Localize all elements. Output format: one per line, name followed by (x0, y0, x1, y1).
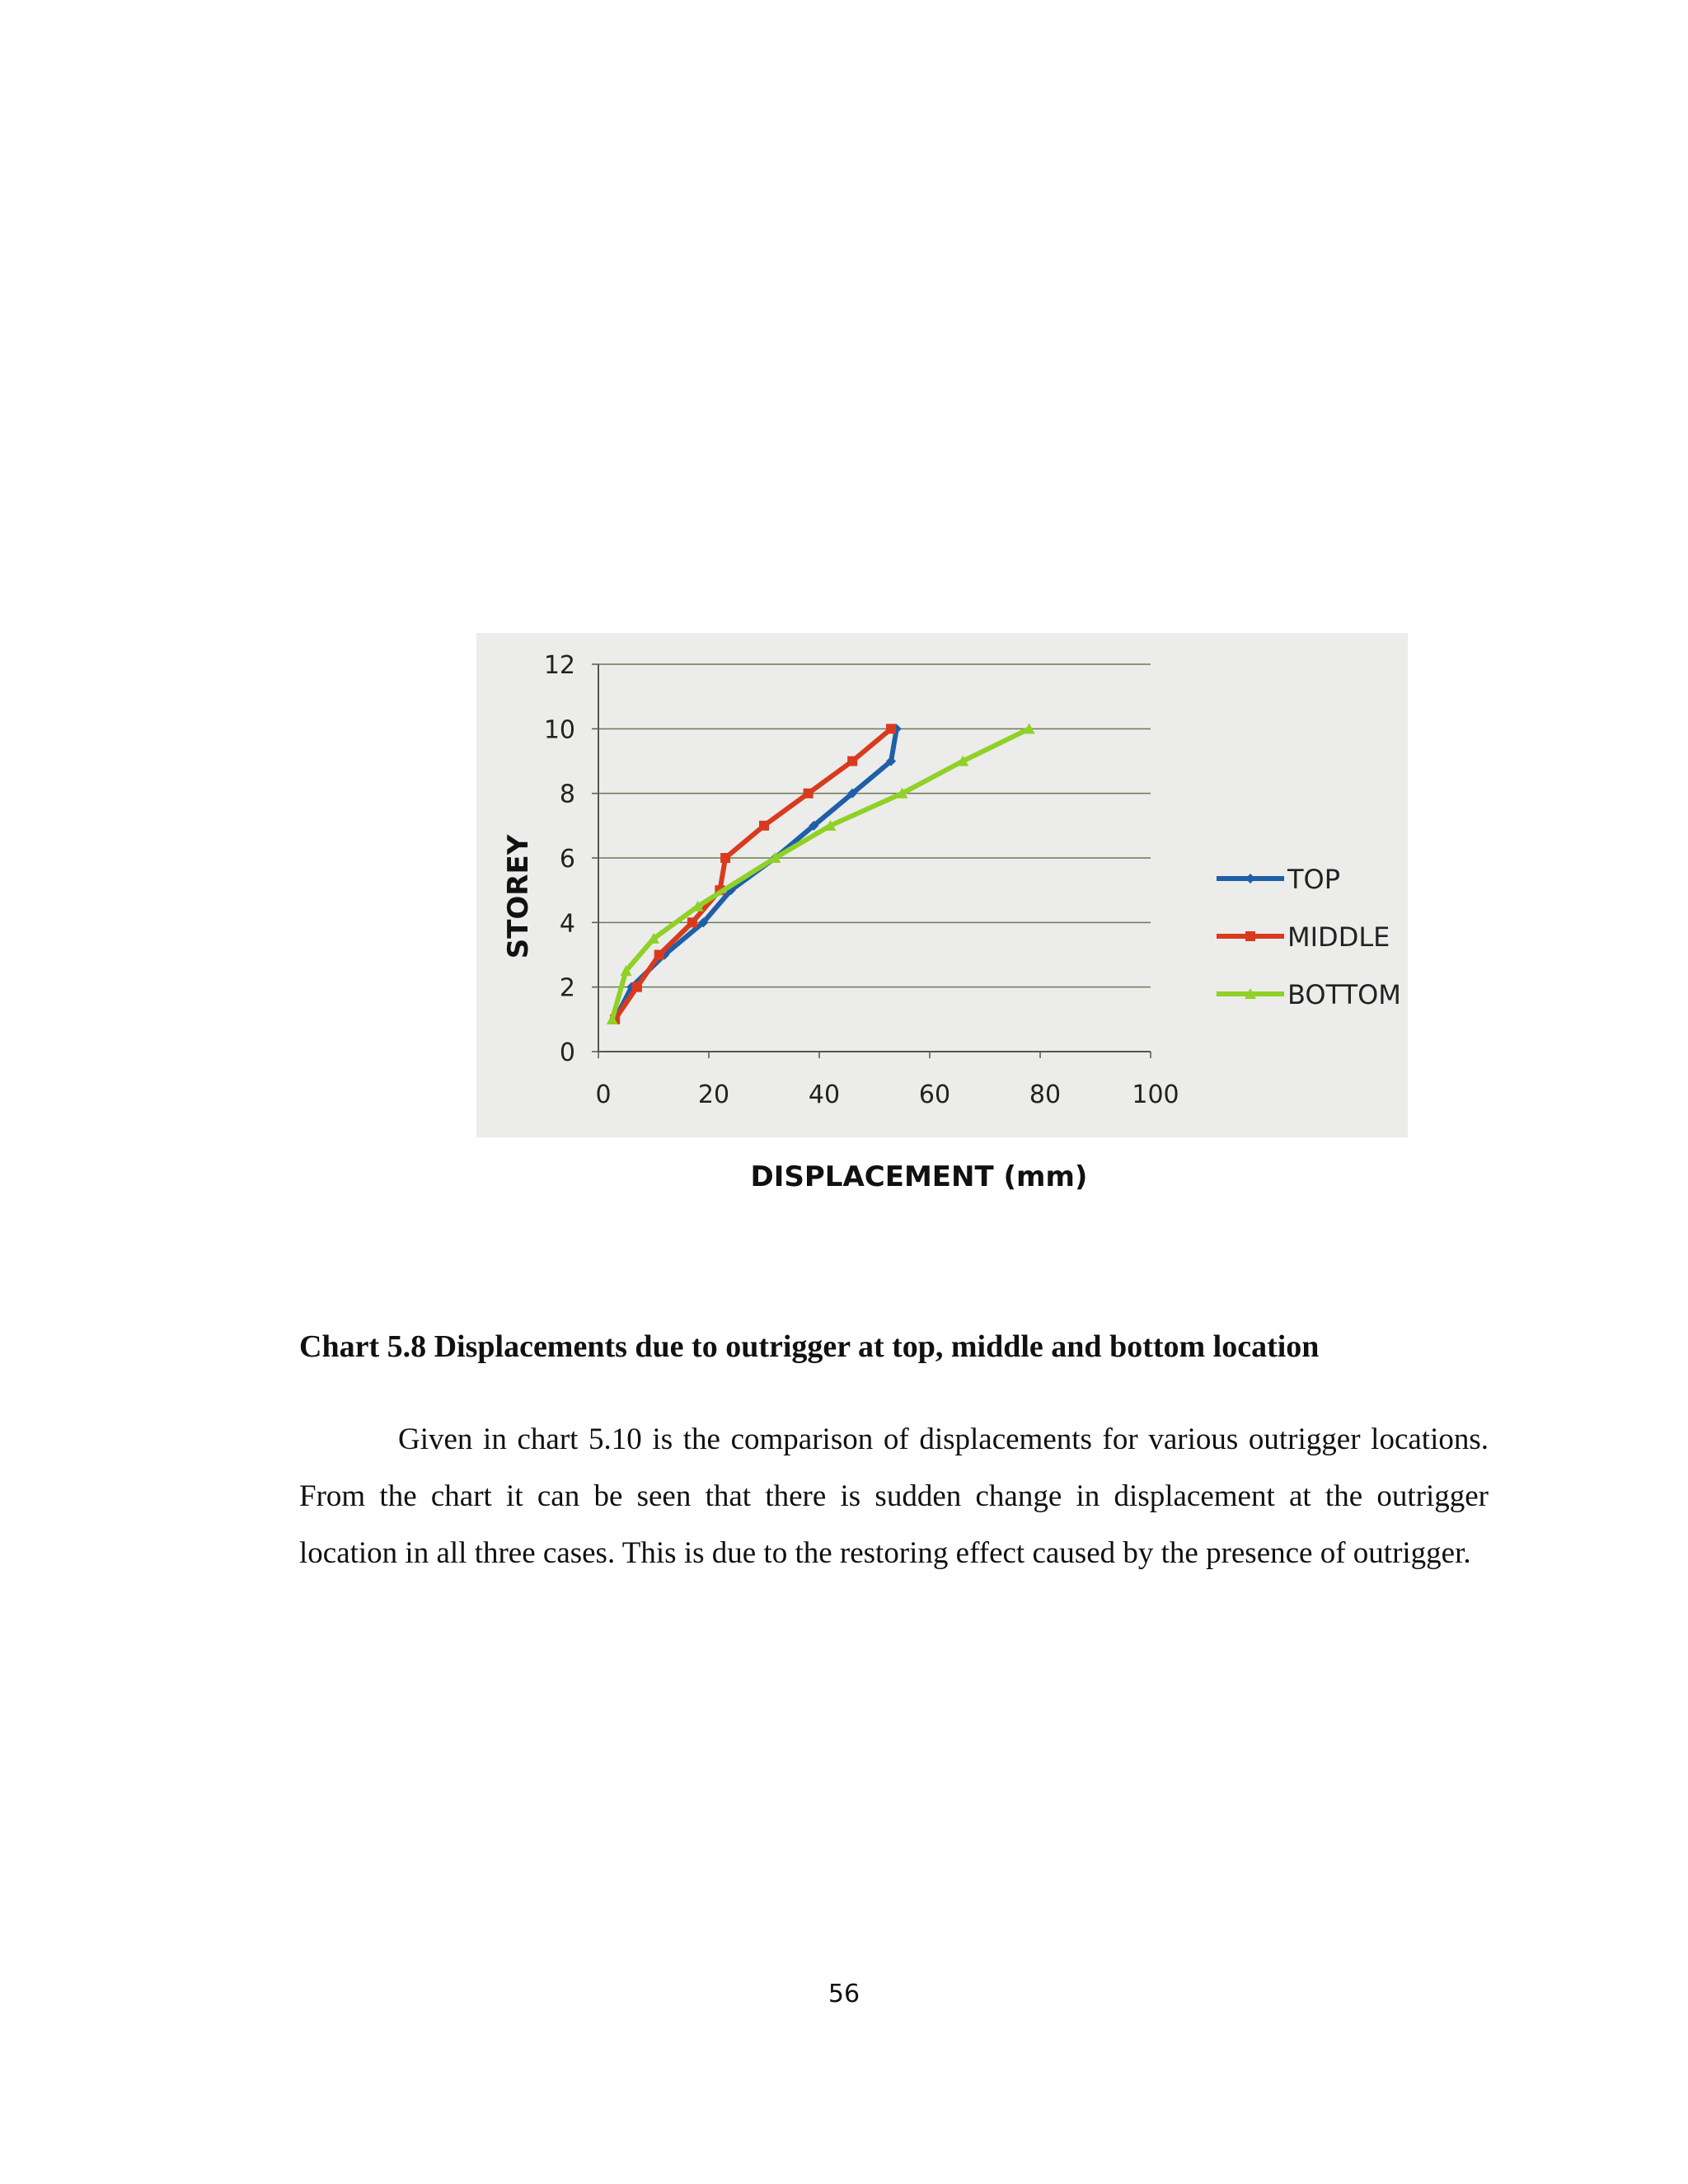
data-point-middle (886, 724, 896, 733)
legend-entry-top (1217, 864, 1340, 895)
data-point-middle (687, 917, 697, 927)
y-tick-label: 6 (559, 845, 575, 874)
legend (1217, 864, 1401, 1010)
data-series (607, 723, 1035, 1024)
x-tick-label: 60 (918, 1080, 951, 1109)
data-point-middle (720, 853, 730, 863)
series-bottom (607, 723, 1035, 1024)
data-point-middle (847, 757, 857, 766)
y-tick-label: 10 (543, 715, 575, 745)
legend-label: BOTTOM (1287, 979, 1401, 1010)
legend-entry-middle (1217, 921, 1390, 953)
x-tick-label: 80 (1029, 1080, 1062, 1109)
legend-label: MIDDLE (1287, 921, 1390, 953)
x-tick-label: 0 (595, 1080, 612, 1109)
series-line-top (615, 729, 897, 1019)
legend-marker (1245, 931, 1255, 941)
y-tick-label: 0 (559, 1038, 575, 1067)
legend-marker (1245, 874, 1255, 883)
data-point-middle (654, 950, 664, 960)
legend-label: TOP (1287, 864, 1341, 895)
x-tick-label: 100 (1132, 1080, 1179, 1109)
data-point-middle (759, 821, 769, 831)
y-tick-label: 12 (543, 651, 575, 680)
series-top (610, 724, 902, 1024)
chart-caption: Chart 5.8 Displacements due to outrigger at top, middle and bottom location (299, 1329, 1320, 1364)
data-point-middle (632, 982, 642, 992)
legend-entry-bottom (1217, 979, 1401, 1010)
y-tick-label: 4 (559, 909, 575, 939)
y-tick-label: 8 (559, 780, 575, 809)
axes (592, 664, 1151, 1058)
line-chart (476, 633, 1408, 1137)
x-tick-label: 40 (808, 1080, 841, 1109)
tick-labels (544, 651, 1179, 1109)
series-line-bottom (612, 729, 1029, 1019)
chart-area (476, 633, 1408, 1137)
x-tick-label: 20 (697, 1080, 730, 1109)
x-axis-title: DISPLACEMENT (mm) (750, 1160, 1088, 1193)
body-paragraph: Given in chart 5.10 is the comparison of displacements for various outrigger locations. From the chart it can be seen that there is sudden change in displacement at the outrigger location in all three cases. This is due to the restoring effect caused by the presence of outrigger. (299, 1422, 1489, 1570)
y-axis-title: STOREY (502, 834, 535, 959)
page-number: 56 (828, 1980, 860, 2008)
y-tick-label: 2 (559, 973, 575, 1003)
data-point-middle (804, 789, 814, 799)
